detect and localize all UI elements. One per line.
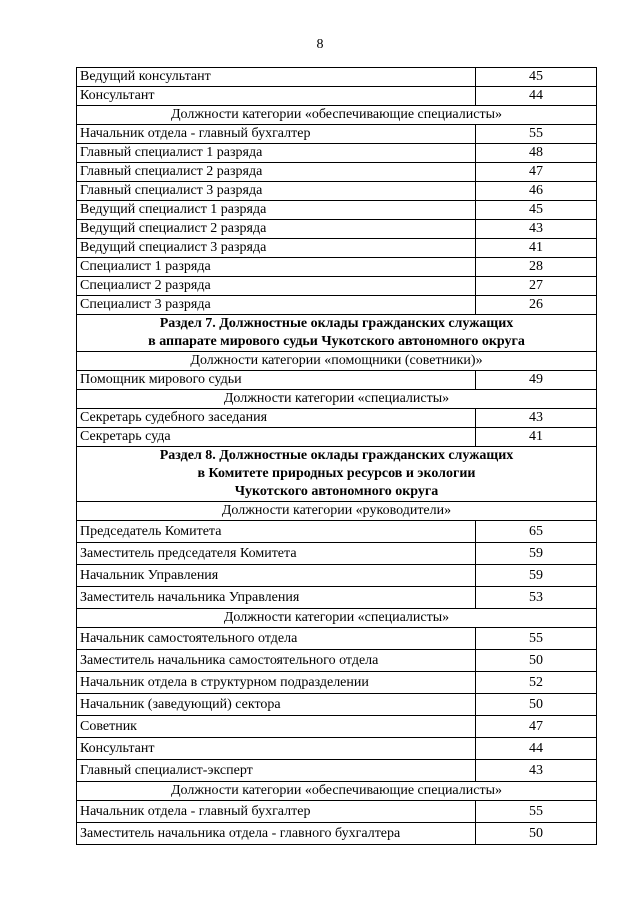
position-name-cell: Начальник (заведующий) сектора	[77, 694, 476, 716]
table-row	[77, 87, 597, 106]
position-name-cell: Начальник отдела - главный бухгалтер	[77, 125, 476, 144]
salary-value-cell: 44	[476, 87, 597, 106]
salary-value-cell: 47	[476, 163, 597, 182]
table-row	[77, 428, 597, 447]
position-name-cell: Главный специалист 1 разряда	[77, 144, 476, 163]
category-heading: Должности категории «специалисты»	[77, 390, 597, 409]
table-row	[77, 760, 597, 782]
salary-value-cell: 55	[476, 628, 597, 650]
section-heading	[77, 447, 597, 502]
salary-value-cell: 45	[476, 201, 597, 220]
salary-value-cell: 52	[476, 672, 597, 694]
table-row	[77, 565, 597, 587]
section-row	[77, 315, 597, 352]
salary-value-cell: 48	[476, 144, 597, 163]
position-name-cell: Специалист 2 разряда	[77, 277, 476, 296]
position-name-cell: Специалист 3 разряда	[77, 296, 476, 315]
position-name-cell: Главный специалист 3 разряда	[77, 182, 476, 201]
position-name-cell: Консультант	[77, 87, 476, 106]
category-row	[77, 106, 597, 125]
salary-value-cell: 53	[476, 587, 597, 609]
category-row	[77, 352, 597, 371]
section-heading-line: Чукотского автономного округа	[234, 484, 439, 499]
salary-value-cell: 49	[476, 371, 597, 390]
salary-value-cell: 50	[476, 694, 597, 716]
salary-value-cell: 43	[476, 220, 597, 239]
table-row	[77, 296, 597, 315]
table-row	[77, 277, 597, 296]
section-heading-line: в аппарате мирового судьи Чукотского автономного округа	[148, 334, 525, 349]
category-heading: Должности категории «руководители»	[77, 502, 597, 521]
position-name-cell: Заместитель начальника отдела - главного бухгалтера	[77, 823, 476, 845]
salary-value-cell: 55	[476, 125, 597, 144]
salary-value-cell: 46	[476, 182, 597, 201]
table-row	[77, 823, 597, 845]
position-name-cell: Ведущий специалист 1 разряда	[77, 201, 476, 220]
category-row	[77, 502, 597, 521]
category-heading: Должности категории «специалисты»	[77, 609, 597, 628]
table-row	[77, 521, 597, 543]
table-row	[77, 738, 597, 760]
position-name-cell: Советник	[77, 716, 476, 738]
position-name-cell: Ведущий консультант	[77, 68, 476, 87]
salary-value-cell: 50	[476, 650, 597, 672]
table-row	[77, 239, 597, 258]
table-row	[77, 163, 597, 182]
salary-value-cell: 43	[476, 760, 597, 782]
section-row	[77, 447, 597, 502]
salary-value-cell: 43	[476, 409, 597, 428]
salary-value-cell: 41	[476, 239, 597, 258]
category-heading: Должности категории «обеспечивающие специалисты»	[77, 106, 597, 125]
table-row	[77, 258, 597, 277]
salary-value-cell: 50	[476, 823, 597, 845]
table-row	[77, 628, 597, 650]
salary-value-cell: 55	[476, 801, 597, 823]
table-row	[77, 68, 597, 87]
category-row	[77, 782, 597, 801]
salary-value-cell: 47	[476, 716, 597, 738]
table-row	[77, 543, 597, 565]
page-number: 8	[316, 37, 324, 52]
position-name-cell: Секретарь судебного заседания	[77, 409, 476, 428]
table-row	[77, 182, 597, 201]
table-row	[77, 201, 597, 220]
salary-value-cell: 44	[476, 738, 597, 760]
table-row	[77, 801, 597, 823]
table-row	[77, 672, 597, 694]
section-heading-line: Раздел 7. Должностные оклады гражданских служащих	[159, 316, 514, 331]
position-name-cell: Секретарь суда	[77, 428, 476, 447]
table-row	[77, 694, 597, 716]
salary-value-cell: 28	[476, 258, 597, 277]
section-heading-line: Раздел 8. Должностные оклады гражданских служащих	[159, 448, 514, 463]
table-row	[77, 220, 597, 239]
section-heading	[77, 315, 597, 352]
position-name-cell: Заместитель начальника Управления	[77, 587, 476, 609]
salary-value-cell: 65	[476, 521, 597, 543]
category-heading: Должности категории «помощники (советники)»	[77, 352, 597, 371]
category-row	[77, 390, 597, 409]
table-row	[77, 650, 597, 672]
table-row	[77, 125, 597, 144]
position-name-cell: Помощник мирового судьи	[77, 371, 476, 390]
position-name-cell: Ведущий специалист 2 разряда	[77, 220, 476, 239]
salary-value-cell: 59	[476, 543, 597, 565]
position-name-cell: Главный специалист-эксперт	[77, 760, 476, 782]
position-name-cell: Заместитель председателя Комитета	[77, 543, 476, 565]
position-name-cell: Ведущий специалист 3 разряда	[77, 239, 476, 258]
salary-value-cell: 59	[476, 565, 597, 587]
category-heading: Должности категории «обеспечивающие специалисты»	[77, 782, 597, 801]
position-name-cell: Начальник самостоятельного отдела	[77, 628, 476, 650]
salary-value-cell: 26	[476, 296, 597, 315]
salary-value-cell: 41	[476, 428, 597, 447]
table-row	[77, 409, 597, 428]
table-row	[77, 716, 597, 738]
salary-value-cell: 27	[476, 277, 597, 296]
table-row	[77, 587, 597, 609]
salary-value-cell: 45	[476, 68, 597, 87]
position-name-cell: Начальник отдела в структурном подразделении	[77, 672, 476, 694]
position-name-cell: Начальник отдела - главный бухгалтер	[77, 801, 476, 823]
position-name-cell: Начальник Управления	[77, 565, 476, 587]
section-heading-line: в Комитете природных ресурсов и экологии	[197, 466, 476, 481]
salary-table-body	[77, 68, 597, 845]
salary-table	[76, 67, 597, 845]
position-name-cell: Председатель Комитета	[77, 521, 476, 543]
position-name-cell: Консультант	[77, 738, 476, 760]
table-row	[77, 144, 597, 163]
position-name-cell: Специалист 1 разряда	[77, 258, 476, 277]
table-row	[77, 371, 597, 390]
position-name-cell: Главный специалист 2 разряда	[77, 163, 476, 182]
position-name-cell: Заместитель начальника самостоятельного отдела	[77, 650, 476, 672]
category-row	[77, 609, 597, 628]
